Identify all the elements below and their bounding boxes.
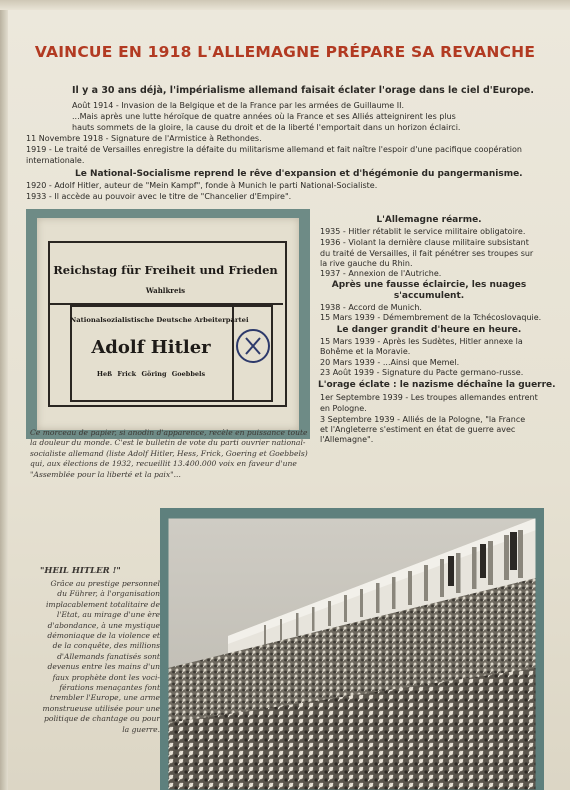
right-line-7: 15 Mars 1939 - Démembrement de la Tchécoslovaquie. bbox=[320, 313, 542, 322]
right-line-10: 20 Mars 1939 - ...Ainsi que Memel. bbox=[320, 358, 460, 367]
right-line-16: l'Allemagne". bbox=[320, 435, 374, 444]
ballot-party-name: Nationalsozialistische Deutsche Arbeiterpartei bbox=[70, 316, 249, 324]
side-line: férations menaçantes font bbox=[59, 683, 160, 693]
right-line-6: 1938 - Accord de Munich. bbox=[320, 303, 422, 312]
page-title: VAINCUE EN 1918 L'ALLEMAGNE PRÉPARE SA REVANCHE bbox=[34, 43, 536, 61]
rally-photo bbox=[168, 518, 536, 790]
right-line-13: en Pologne. bbox=[320, 404, 367, 413]
side-line: implacablement totalitaire de bbox=[45, 599, 160, 609]
right-line-5: 1937 - Annexion de l'Autriche. bbox=[320, 269, 442, 278]
side-line: de la conquête, des millions bbox=[52, 641, 160, 651]
side-line: la guerre. bbox=[122, 724, 160, 734]
intro-line-1: Août 1914 - Invasion de la Belgique et de la France par les armées de Guillaume II. bbox=[72, 101, 405, 110]
natsoc-heading: Le National-Socialisme reprend le rêve d'expansion et d'hégémonie du pangermanisme. bbox=[75, 169, 523, 179]
right-line-15: et l'Angleterre s'estiment en état de guerre avec bbox=[320, 425, 516, 434]
ballot-vote-circle bbox=[236, 329, 270, 363]
side-line: démoniaque de la violence et bbox=[47, 631, 160, 641]
right-line-8: 15 Mars 1939 - Après les Sudètes, Hitler annexe la bbox=[320, 337, 523, 346]
intro-line-5: 1919 - Le traité de Versailles enregistre la défaite du militarisme allemand et fait naître l'espoir d'une pacifique coopération bbox=[26, 145, 522, 154]
ballot-members: Heß Frick Göring Goebbels bbox=[96, 370, 206, 378]
heading-storm: L'orage éclate : le nazisme déchaîne la guerre. bbox=[318, 380, 556, 390]
rally-photo-illustration bbox=[168, 518, 536, 790]
heading-clouds-1: Après une fausse éclaircie, les nuages bbox=[331, 280, 527, 290]
heading-rearmament: L'Allemagne réarme. bbox=[376, 215, 482, 225]
side-line: du Führer, à l'organisation bbox=[57, 589, 160, 599]
heading-clouds-2: s'accumulent. bbox=[393, 291, 465, 301]
right-line-12: 1er Septembre 1939 - Les troupes allemandes entrent bbox=[320, 393, 538, 402]
side-line: monstrueuse utilisée pour une bbox=[42, 703, 160, 713]
side-title: "HEIL HITLER !" bbox=[40, 566, 121, 576]
side-line: d'Allemands fanatisés sont bbox=[57, 651, 160, 661]
right-line-4: la rive gauche du Rhin. bbox=[320, 259, 413, 268]
side-line: trembler l'Europe, une arme bbox=[49, 693, 160, 703]
intro-line-3: hauts sommets de la gloire, la cause du droit et de la liberté l'emportait dans un horizon éclairci. bbox=[72, 123, 461, 132]
right-line-11: 23 Août 1939 - Signature du Pacte germano-russe. bbox=[320, 368, 524, 377]
intro-line-4: 11 Novembre 1918 - Signature de l'Armistice à Rethondes. bbox=[26, 134, 262, 143]
side-line: faux prophète dont les voci- bbox=[52, 672, 160, 682]
heading-danger: Le danger grandit d'heure en heure. bbox=[336, 325, 522, 335]
intro-line-2: ...Mais après une lutte héroïque de quatre années où la France et ses Alliés atteignirent les plus bbox=[72, 112, 456, 121]
right-line-3: du traité de Versailles, il fait pénétrer ses troupes sur bbox=[320, 249, 534, 258]
page-top-edge bbox=[0, 0, 570, 10]
right-line-1: 1935 - Hitler rétablit le service militaire obligatoire. bbox=[320, 227, 526, 236]
intro-lead: Il y a 30 ans déjà, l'impérialisme allemand faisait éclater l'orage dans le ciel d'Europe. bbox=[72, 85, 534, 96]
side-line: politique de chantage ou pour bbox=[44, 714, 160, 724]
ballot-title: Reichstag für Freiheit und Frieden bbox=[53, 263, 278, 277]
side-line: d'abondance, à une mystique bbox=[47, 620, 160, 630]
ballot-wahlkreis: Wahlkreis bbox=[145, 286, 186, 295]
right-line-2: 1936 - Violant la dernière clause militaire subsistant bbox=[320, 238, 529, 247]
vote-cross-icon bbox=[238, 331, 268, 361]
side-text bbox=[30, 579, 160, 735]
page-binding-edge bbox=[0, 0, 8, 790]
side-line: Grâce au prestige personnel bbox=[50, 579, 160, 588]
side-line: l'Etat, au mirage d'une ère bbox=[56, 610, 160, 620]
side-line: devenus entre les mains d'un bbox=[47, 662, 160, 672]
intro-line-6: internationale. bbox=[26, 156, 85, 165]
ballot-caption: Ce morceau de papier, si anodin d'apparence, recèle en puissance toute la douleur du monde. C'est le bulletin de vote du parti ouvrier national-socialiste allemand (liste Adolf Hitler, Hess, Frick, Goering et Goebbels) qui, aux élections de 1932, recueillit 13.400.000 voix en faveur d'une "Assemblée pour la liberté et la paix"... bbox=[30, 428, 308, 479]
right-line-14: 3 Septembre 1939 - Alliés de la Pologne, "la France bbox=[320, 415, 526, 424]
ballot-candidate: Adolf Hitler bbox=[91, 337, 211, 358]
natsoc-line-1: 1920 - Adolf Hitler, auteur de "Mein Kampf", fonde à Munich le parti National-Socialiste. bbox=[26, 181, 378, 190]
right-line-9: Bohême et la Moravie. bbox=[320, 347, 411, 356]
natsoc-line-2: 1933 - Il accède au pouvoir avec le titre de "Chancelier d'Empire". bbox=[26, 192, 292, 201]
